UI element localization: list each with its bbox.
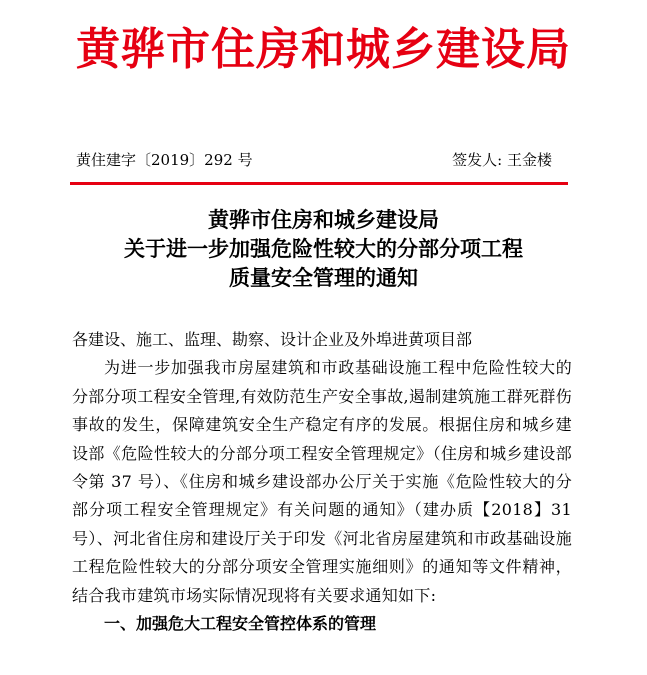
red-divider-line [70, 182, 568, 185]
document-number: 黄住建字〔2019〕292 号 [76, 151, 253, 169]
addressee: 各建设、施工、监理、勘察、设计企业及外埠进黄项目部 [72, 330, 473, 349]
signer: 签发人: 王金楼 [452, 151, 552, 169]
notice-title-line-3: 质量安全管理的通知 [229, 265, 418, 290]
document-meta-row [76, 148, 570, 172]
section-heading: 一、加强危大工程安全管控体系的管理 [104, 614, 377, 634]
issuing-authority-header: 黄骅市住房和城乡建设局 [76, 24, 571, 75]
notice-title [0, 205, 647, 292]
notice-title-line-1: 黄骅市住房和城乡建设局 [208, 207, 439, 232]
body-paragraph: 为进一步加强我市房屋建筑和市政基础设施工程中危险性较大的分部分项工程安全管理,有效防范生产安全事故,遏制建筑施工群死群伤事故的发生，保障建筑安全生产稳定有序的发展。根据住房和城乡建设部《危险性较大的分部分项工程安全管理规定》（住房和城乡建设部令第 37 号）、《住房和城乡建设部办公厅关于实施《危险性较大的分部分项工程安全管理规定》有关问题的通知》（建办质【2018】31 号）、河北省住房和建设厅关于印发《河北省房屋建筑和市政基础设施工程危险性较大的分部分项安全管理实施细则》的通知等文件精神，结合我市建筑市场实际情况现将有关要求通知如下: [72, 358, 572, 605]
notice-body [72, 326, 572, 638]
notice-title-line-2: 关于进一步加强危险性较大的分部分项工程 [124, 236, 523, 261]
